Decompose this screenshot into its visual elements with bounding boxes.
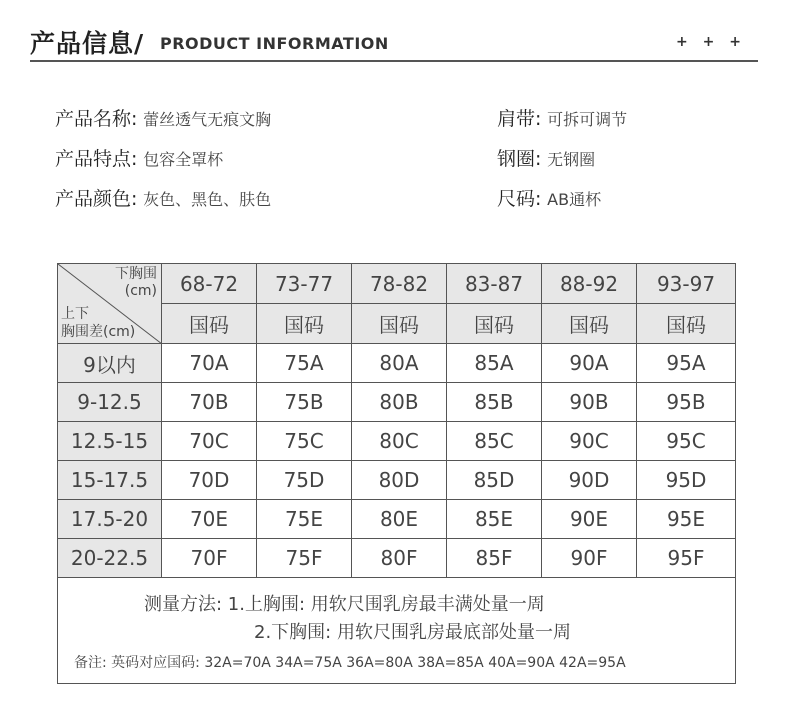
size-cell: 90C (542, 422, 637, 461)
band-column-header: 88-92 (542, 264, 637, 304)
size-cell: 80F (352, 539, 447, 578)
size-cell: 70B (162, 383, 257, 422)
product-feature-value: 包容全罩杯 (143, 150, 224, 169)
size-cell: 90A (542, 344, 637, 383)
product-name-label: 产品名称: (55, 108, 138, 130)
size-cell: 75C (257, 422, 352, 461)
section-title-en: PRODUCT INFORMATION (160, 34, 389, 53)
size-cell: 80C (352, 422, 447, 461)
corner-bottom-label (61, 305, 135, 341)
info-product-feature (55, 144, 223, 171)
info-strap (497, 104, 627, 131)
size-cell: 85A (447, 344, 542, 383)
table-row (58, 383, 736, 422)
size-cell: 70F (162, 539, 257, 578)
row-label: 20-22.5 (58, 539, 162, 578)
table-row (58, 344, 736, 383)
size-standard-header: 国码 (542, 304, 637, 344)
table-row (58, 461, 736, 500)
measure-method-1: 测量方法: 1.上胸围: 用软尺围乳房最丰满处量一周 (144, 594, 545, 615)
info-product-color (55, 184, 271, 211)
underwire-label: 钢圈: (497, 148, 542, 170)
band-column-header: 73-77 (257, 264, 352, 304)
corner-bottom-line1: 上下 (61, 306, 89, 322)
size-cell: 85D (447, 461, 542, 500)
size-cell: 95A (637, 344, 736, 383)
size-cell: 90B (542, 383, 637, 422)
row-label: 12.5-15 (58, 422, 162, 461)
row-label: 9-12.5 (58, 383, 162, 422)
size-cell: 95B (637, 383, 736, 422)
size-cell: 85C (447, 422, 542, 461)
size-cell: 70A (162, 344, 257, 383)
notes-cell (58, 578, 736, 684)
info-size (497, 184, 601, 211)
table-row (58, 539, 736, 578)
band-column-header: 68-72 (162, 264, 257, 304)
size-cell: 95C (637, 422, 736, 461)
corner-top-label (115, 266, 157, 300)
size-standard-header: 国码 (447, 304, 542, 344)
measure-method-2: 2.下胸围: 用软尺围乳房最底部处量一周 (254, 622, 571, 643)
size-cell: 75E (257, 500, 352, 539)
size-standard-header: 国码 (637, 304, 736, 344)
row-label: 15-17.5 (58, 461, 162, 500)
size-chart-table (57, 263, 736, 684)
size-value: AB通杯 (547, 190, 602, 209)
size-cell: 80A (352, 344, 447, 383)
product-feature-label: 产品特点: (55, 148, 138, 170)
strap-label: 肩带: (497, 108, 542, 130)
band-header-row (58, 264, 736, 304)
info-underwire (497, 144, 595, 171)
size-cell: 85F (447, 539, 542, 578)
header-divider (30, 60, 758, 62)
size-cell: 85B (447, 383, 542, 422)
size-label: 尺码: (497, 188, 542, 210)
product-color-value: 灰色、黑色、肤色 (143, 190, 272, 209)
size-cell: 95F (637, 539, 736, 578)
info-product-name (55, 104, 271, 131)
section-header (30, 22, 758, 62)
size-standard-header: 国码 (257, 304, 352, 344)
size-cell: 80E (352, 500, 447, 539)
row-label: 9以内 (58, 344, 162, 383)
size-cell: 95D (637, 461, 736, 500)
table-row (58, 422, 736, 461)
diagonal-corner-cell (58, 264, 162, 344)
band-column-header: 83-87 (447, 264, 542, 304)
size-standard-header: 国码 (162, 304, 257, 344)
size-cell: 80D (352, 461, 447, 500)
notes-row (58, 578, 736, 684)
strap-value: 可拆可调节 (547, 110, 628, 129)
plus-decoration-icon: + + + (676, 34, 746, 50)
size-cell: 80B (352, 383, 447, 422)
size-cell: 85E (447, 500, 542, 539)
band-column-header: 93-97 (637, 264, 736, 304)
size-cell: 70C (162, 422, 257, 461)
size-cell: 75D (257, 461, 352, 500)
corner-top-line1: 下胸围 (115, 266, 157, 282)
size-cell: 70E (162, 500, 257, 539)
product-name-value: 蕾丝透气无痕文胸 (143, 110, 272, 129)
size-cell: 90D (542, 461, 637, 500)
size-cell: 75A (257, 344, 352, 383)
corner-top-line2: (cm) (124, 283, 157, 299)
corner-bottom-line2: 胸围差(cm) (61, 324, 136, 340)
band-column-header: 78-82 (352, 264, 447, 304)
size-cell: 75F (257, 539, 352, 578)
product-color-label: 产品颜色: (55, 188, 138, 210)
size-cell: 70D (162, 461, 257, 500)
size-cell: 95E (637, 500, 736, 539)
size-cell: 90E (542, 500, 637, 539)
size-cell: 75B (257, 383, 352, 422)
size-cell: 90F (542, 539, 637, 578)
size-conversion-note: 备注: 英码对应国码: 32A=70A 34A=75A 36A=80A 38A=85A 40A=90A 42A=95A (74, 655, 626, 671)
underwire-value: 无钢圈 (547, 150, 596, 169)
row-label: 17.5-20 (58, 500, 162, 539)
table-row (58, 500, 736, 539)
size-standard-header: 国码 (352, 304, 447, 344)
section-title-cn: 产品信息/ (30, 29, 145, 58)
